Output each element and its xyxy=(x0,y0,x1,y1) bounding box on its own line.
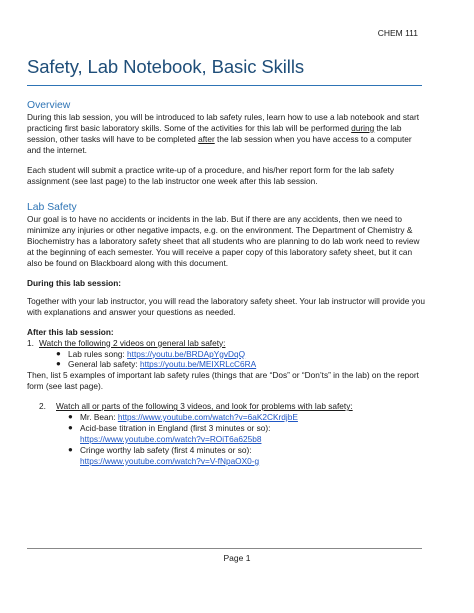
video-link[interactable]: https://youtu.be/MEIXRLcC6RA xyxy=(139,359,257,370)
lab-safety-paragraph: Our goal is to have no accidents or incidents in the lab. But if there are any accidents, then we need to minimize any injuries or other negative impacts, e.g. on the environment. The Department of Chemistry & Biochemistry has a laboratory safety sheet that all students who are planning to do lab work need to review at the beginning of each semester. You will receive a paper copy of this laboratory safety sheet, but it can also be found on Blackboard along with this document. xyxy=(27,214,420,269)
list-item-2: 2. Watch all or parts of the following 3 videos, and look for problems with lab safety: xyxy=(39,401,353,412)
list-item-2-text: Watch all or parts of the following 3 videos, and look for problems with lab safety: xyxy=(56,401,353,412)
page-number: Page 1 xyxy=(223,553,251,563)
bullet-icon: ● xyxy=(68,444,73,454)
footer-rule xyxy=(27,548,422,549)
lab-safety-heading: Lab Safety xyxy=(27,202,77,214)
after-heading: After this lab session: xyxy=(27,326,114,337)
list-item-1-text: Watch the following 2 videos on general lab safety: xyxy=(39,337,226,348)
list-item: ● Mr. Bean: https://www.youtube.com/watch?v=6aK2CKrdjbE xyxy=(68,412,298,423)
document-body xyxy=(27,100,427,467)
list-item: ● Acid-base titration in England (first 3 minutes or so): https://www.youtube.com/watch?v=ROiT6a625b8 xyxy=(68,422,271,444)
list-item-1: 1. Watch the following 2 videos on general lab safety: xyxy=(27,337,226,348)
video-link[interactable]: https://www.youtube.com/watch?v=6aK2CKrdjbE xyxy=(117,412,298,423)
bullet-icon: ● xyxy=(68,412,73,422)
video-list-2 xyxy=(27,412,427,467)
video-list-1 xyxy=(27,349,427,371)
page-title: Safety, Lab Notebook, Basic Skills xyxy=(27,56,304,77)
bullet-icon: ● xyxy=(68,422,73,432)
course-code: CHEM 111 xyxy=(377,28,418,38)
during-paragraph: Together with your lab instructor, you will read the laboratory safety sheet. Your lab instructor will provide you with explanations and answer your questions as needed. xyxy=(27,295,425,317)
title-rule xyxy=(27,85,422,86)
video-link[interactable]: https://www.youtube.com/watch?v=ROiT6a625b8 xyxy=(80,433,262,444)
overview-heading: Overview xyxy=(27,100,71,111)
video-link[interactable]: https://www.youtube.com/watch?v=V-fNpaOX0-g xyxy=(80,455,260,466)
overview-paragraph-1: During this lab session, you will be introduced to lab safety rules, learn how to use a lab notebook and start practicing first basic laboratory skills. Some of the activities for this lab will be performed during the lab session, other tasks will have to be completed after the lab session when you have access to a computer and the internet. xyxy=(27,112,420,155)
bullet-icon: ● xyxy=(56,359,61,369)
bullet-icon: ● xyxy=(56,348,61,358)
list-item: ● Cringe worthy lab safety (first 4 minutes or so): https://www.youtube.com/watch?v=V-fNpaOX0-g xyxy=(68,444,260,466)
during-heading: During this lab session: xyxy=(27,277,122,288)
list-item: ● General lab safety: https://youtu.be/MEIXRLcC6RA xyxy=(56,359,257,370)
overview-paragraph-2: Each student will submit a practice write-up of a procedure, and his/her report form for the lab safety assignment (see last page) to the lab instructor one week after this lab session. xyxy=(27,164,395,186)
video-link[interactable]: https://youtu.be/BRDApYgvDqQ xyxy=(127,348,246,359)
then-paragraph: Then, list 5 examples of important lab safety rules (things that are “Dos” or “Don’ts” in the lab) on the report form (see last page). xyxy=(27,370,419,392)
list-item: ● Lab rules song: https://youtu.be/BRDApYgvDqQ xyxy=(56,348,246,359)
